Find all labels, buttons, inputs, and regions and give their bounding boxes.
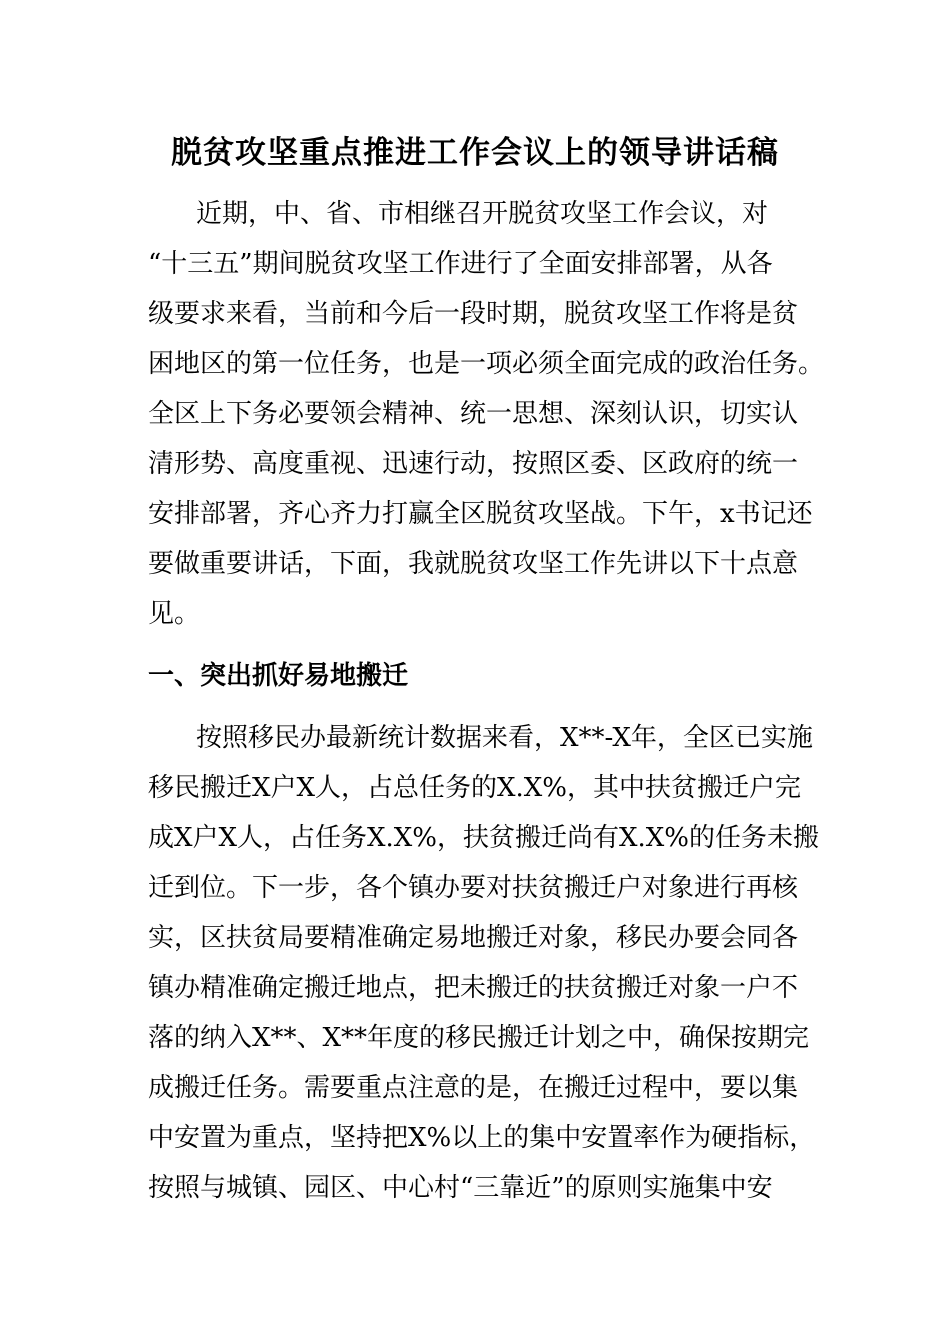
paragraph-line: 按照与城镇、园区、中心村“三靠近”的原则实施集中安 [148, 1173, 773, 1203]
paragraph-line: 清形势、高度重视、迅速行动，按照区委、区政府的统一 [148, 449, 799, 479]
paragraph-line: 成搬迁任务。需要重点注意的是，在搬迁过程中，要以集 [148, 1073, 799, 1103]
paragraph-line: 近期，中、省、市相继召开脱贫攻坚工作会议，对 [196, 199, 769, 229]
paragraph-line: 镇办精准确定搬迁地点，把未搬迁的扶贫搬迁对象一户不 [148, 973, 799, 1003]
paragraph-line: “十三五”期间脱贫攻坚工作进行了全面安排部署，从各 [148, 249, 773, 279]
paragraph-line: 困地区的第一位任务，也是一项必须全面完成的政治任务。 [148, 349, 825, 379]
paragraph-line: 成X户X人，占任务X.X%，扶贫搬迁尚有X.X%的任务未搬 [148, 823, 819, 853]
paragraph-line: 实，区扶贫局要精准确定易地搬迁对象，移民办要会同各 [148, 923, 799, 953]
paragraph-line: 要做重要讲话，下面，我就脱贫攻坚工作先讲以下十点意 [148, 549, 799, 579]
paragraph-line: 安排部署，齐心齐力打赢全区脱贫攻坚战。下午，x书记还 [148, 499, 813, 529]
paragraph-line: 全区上下务必要领会精神、统一思想、深刻认识，切实认 [148, 399, 799, 429]
paragraph-line: 移民搬迁X户X人，占总任务的X.X%，其中扶贫搬迁户完 [148, 773, 802, 803]
paragraph-line: 中安置为重点，坚持把X%以上的集中安置率作为硬指标， [148, 1123, 816, 1153]
document-title: 脱贫攻坚重点推进工作会议上的领导讲话稿 [171, 135, 779, 171]
paragraph-line: 见。 [148, 599, 201, 629]
paragraph-line: 按照移民办最新统计数据来看，X**-X年，全区已实施 [196, 723, 813, 753]
paragraph-line: 迁到位。下一步，各个镇办要对扶贫搬迁户对象进行再核 [148, 873, 799, 903]
paragraph-line: 级要求来看，当前和今后一段时期，脱贫攻坚工作将是贫 [148, 299, 799, 329]
section-heading: 一、突出抓好易地搬迁 [148, 661, 409, 691]
paragraph-line: 落的纳入X**、X**年度的移民搬迁计划之中，确保按期完 [148, 1023, 810, 1053]
